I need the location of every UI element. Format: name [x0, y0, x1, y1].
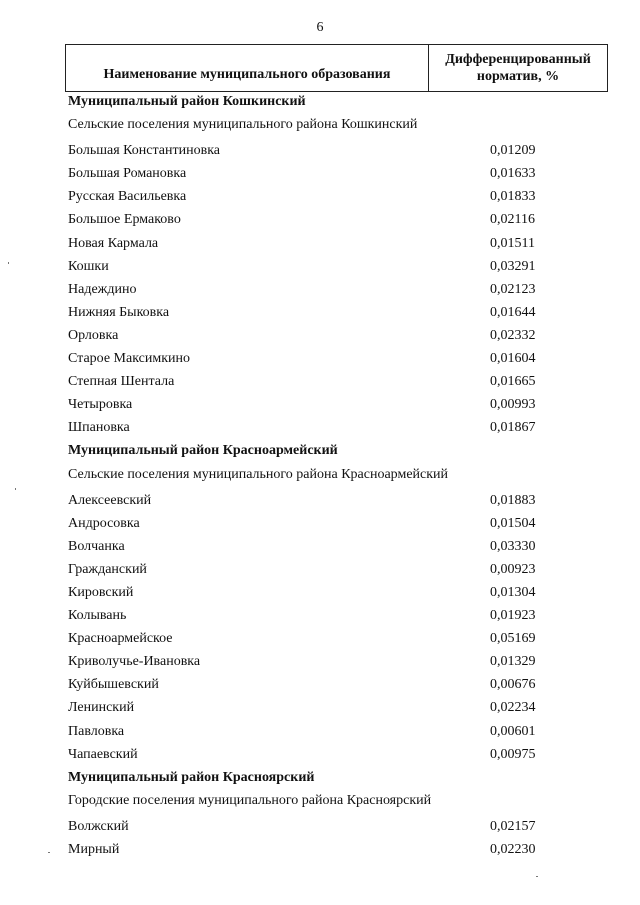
row-value: 0,00676: [490, 677, 536, 693]
row-value: [490, 90, 608, 113]
row-name: Русская Васильевка: [68, 189, 187, 205]
table-row: [68, 673, 608, 696]
row-value: 0,02230: [490, 842, 536, 857]
row-name: Большое Ермаково: [68, 212, 181, 228]
table-row: [68, 581, 608, 604]
row-name: Куйбышевский: [68, 677, 159, 693]
row-value: 0,01883: [490, 492, 536, 508]
row-name: Старое Максимкино: [68, 351, 191, 367]
table-body: [68, 90, 608, 861]
row-value: [490, 766, 608, 789]
column-header-name: Наименование муниципального образования: [66, 45, 429, 91]
row-value: 0,01209: [490, 143, 536, 159]
table-row: [68, 185, 608, 208]
row-name: Ленинский: [68, 700, 135, 716]
row-value: 0,01604: [490, 351, 536, 367]
row-name: Надеждино: [68, 281, 137, 297]
row-name: Алексеевский: [68, 492, 152, 508]
row-value: 0,02332: [490, 327, 536, 343]
settlement-group-heading: [68, 463, 608, 486]
row-value: 0,01833: [490, 189, 536, 205]
row-value: 0,02116: [490, 212, 535, 228]
row-name: Степная Шентала: [68, 374, 175, 390]
row-name: Новая Кармала: [68, 235, 159, 251]
row-value: 0,02157: [490, 818, 536, 834]
table-row: [68, 535, 608, 558]
row-name: Большая Романовка: [68, 166, 187, 182]
row-value: 0,01304: [490, 584, 536, 600]
row-value: [490, 439, 608, 462]
table-row: [68, 301, 608, 324]
row-name: Нижняя Быковка: [68, 304, 170, 320]
row-value: 0,02234: [490, 700, 536, 716]
table-row: [68, 324, 608, 347]
row-value: 0,01867: [490, 420, 536, 436]
row-value: 0,05169: [490, 631, 536, 647]
page-number: 6: [316, 20, 324, 35]
table-row: [68, 370, 608, 393]
row-value: 0,00601: [490, 723, 536, 739]
row-value: 0,03330: [490, 538, 536, 554]
district-heading: [68, 439, 608, 462]
table-row: [68, 232, 608, 255]
column-header-norm: [429, 45, 607, 91]
table-row: [68, 838, 608, 861]
row-name: Андросовка: [68, 515, 140, 531]
row-name: Шпановка: [68, 420, 130, 436]
table-row: [68, 815, 608, 838]
row-value: 0,01511: [490, 235, 535, 251]
row-name: Павловка: [68, 723, 125, 739]
table-row: [68, 489, 608, 512]
row-name: Волчанка: [68, 538, 125, 554]
row-value: 0,01504: [490, 515, 536, 531]
table-row: [68, 347, 608, 370]
row-name: Большая Константиновка: [68, 143, 221, 159]
row-value: 0,01644: [490, 304, 536, 320]
row-value: 0,00923: [490, 561, 536, 577]
row-name: Муниципальный район Красноармейский: [68, 443, 338, 459]
row-name: Колывань: [68, 608, 127, 624]
table-row: [68, 162, 608, 185]
table-row: [68, 139, 608, 162]
row-value: 0,01633: [490, 166, 536, 182]
row-value: 0,02123: [490, 281, 536, 297]
row-name: Чапаевский: [68, 746, 138, 762]
row-name: Сельские поселения муниципального района Кошкинский: [68, 117, 418, 133]
row-name: Городские поселения муниципального района Красноярский: [68, 792, 432, 808]
row-name: Красноармейское: [68, 631, 173, 647]
row-name: Сельские поселения муниципального района Красноармейский: [68, 466, 449, 482]
table-row: [68, 512, 608, 535]
row-name: Кошки: [68, 258, 109, 274]
row-value: 0,00993: [490, 397, 536, 413]
table-row: [68, 208, 608, 231]
row-value: 0,00975: [490, 746, 536, 762]
settlement-group-heading: [68, 113, 608, 136]
row-name: Криволучье-Ивановка: [68, 654, 201, 670]
row-name: Орловка: [68, 327, 119, 343]
row-name: Кировский: [68, 584, 134, 600]
table-row: [68, 720, 608, 743]
table-row: [68, 278, 608, 301]
table-row: [68, 650, 608, 673]
row-value: 0,01665: [490, 374, 536, 390]
district-heading: [68, 766, 608, 789]
table-row: [68, 627, 608, 650]
row-value: [490, 113, 608, 136]
row-name: Гражданский: [68, 561, 147, 577]
column-header-norm-line1: Дифференцированный: [445, 52, 591, 67]
row-name: Муниципальный район Красноярский: [68, 769, 315, 785]
row-name: Волжский: [68, 818, 129, 834]
column-header-norm-line2: норматив, %: [476, 69, 560, 84]
row-value: [490, 463, 608, 486]
row-value: [490, 789, 608, 812]
row-value: 0,01329: [490, 654, 536, 670]
row-name: Четыровка: [68, 397, 133, 413]
table-row: [68, 255, 608, 278]
settlement-group-heading: [68, 789, 608, 812]
table-row: [68, 393, 608, 416]
row-value: 0,03291: [490, 258, 536, 274]
table-row: [68, 743, 608, 766]
table-row: [68, 604, 608, 627]
row-value: 0,01923: [490, 608, 536, 624]
table-header: [65, 44, 608, 92]
table-row: [68, 696, 608, 719]
row-name: Муниципальный район Кошкинский: [68, 94, 306, 109]
district-heading: [68, 90, 608, 113]
row-name: Мирный: [68, 842, 120, 857]
table-row: [68, 416, 608, 439]
table-row: [68, 558, 608, 581]
